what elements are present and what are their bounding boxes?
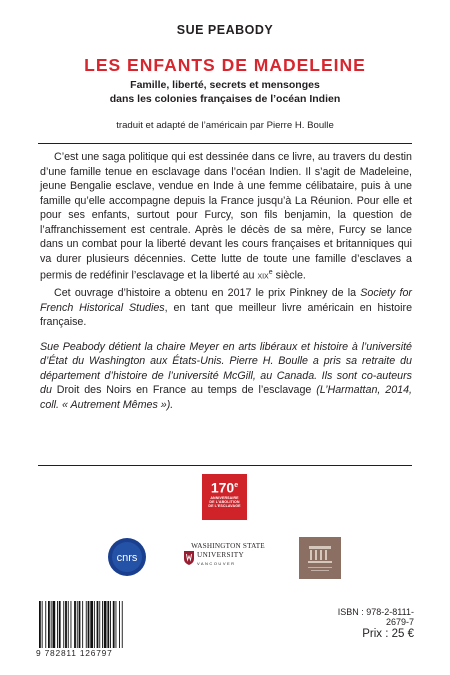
price-label: Prix : 25 € [362,628,414,640]
wsu-name-line-2: UNIVERSITY [197,551,245,559]
society-name: Society for French Historical Studies [40,287,412,314]
award-text: Cet ouvrage d’histoire a obtenu en 2017 le prix Pinkney de la [54,287,361,300]
summary-end: siècle. [272,269,306,282]
cnrs-wordmark: cnrs [116,552,138,564]
wsu-name-line-1: WASHINGTON STATE [191,542,265,550]
isbn-barcode [38,601,150,648]
bio-text: Sue Peabody détient la chaire Meyer en arts libéraux et histoire à l’université d’État du Washington aux États-Unis. Pierre H. Boulle a pris sa retraite du département d’histoire de l’université McGill, au Canada. Ils sont co-auteurs du [40,340,412,397]
award-end: , en tant que meilleur livre américain en histoire française. [40,301,413,329]
bottom-divider [38,465,412,466]
wsu-shield-icon [184,551,194,565]
previous-book-title: Droit des Noirs en France au temps de l’esclavage [56,384,312,397]
isbn-label: ISBN : 978-2-8111-2679-7 [337,607,414,627]
barcode-number: 9 782811 126797 [36,648,113,658]
century-numeral: xix [257,269,269,282]
summary-paragraph [40,150,412,283]
subtitle-line-2: dans les colonies françaises de l’océan Indien [109,93,341,105]
harmattan-logo [299,537,341,579]
award-paragraph [40,286,412,330]
author-name: SUE PEABODY [176,23,274,37]
top-divider [38,143,412,144]
translator-credit: traduit et adapté de l’américain par Pierre H. Boulle [116,120,334,131]
back-cover-text [40,150,412,412]
subtitle-line-1: Famille, liberté, secrets et mensonges [130,79,320,91]
cnrs-logo [107,537,147,577]
century-suffix: e [268,269,273,276]
summary-text: C’est une saga politique qui est dessinée dans ce livre, au travers du destin d’une famille tenue en esclavage dans l’océan Indien. Il s’agit de Madeleine, jeune Bengalie esclave, vendue en Inde à une femme célibataire, puis à une famille qu’elle accompagne depuis la France jusqu’à La Réunion. Pour elle et pour ses enfants, surtout pour Furcy, son fils benjamin, la question de l’affranchissement est centrale. Après le décès de sa mère, Furcy se lance dans un combat pour la liberté devant les cours françaises et britanniques qui va durer plusieurs décennies. Cette lutte de toute une famille d’esclaves a permis de redéfinir l’esclavage et la liberté au [40,151,412,282]
badge-number: 170e [210,479,239,496]
abolition-anniversary-badge [202,474,247,520]
book-title: LES ENFANTS DE MADELEINE [84,55,366,75]
book-subtitle [0,78,450,106]
badge-caption: ANNIVERSAIRE DE L’ABOLITION DE L’ESCLAVAGE [208,495,241,509]
wsu-vancouver-logo [181,542,275,574]
wsu-campus: VANCOUVER [197,561,236,566]
bio-end: (L’Harmattan, 2014, coll. « Autrement Mêmes »). [40,384,412,411]
authors-bio [40,340,412,413]
